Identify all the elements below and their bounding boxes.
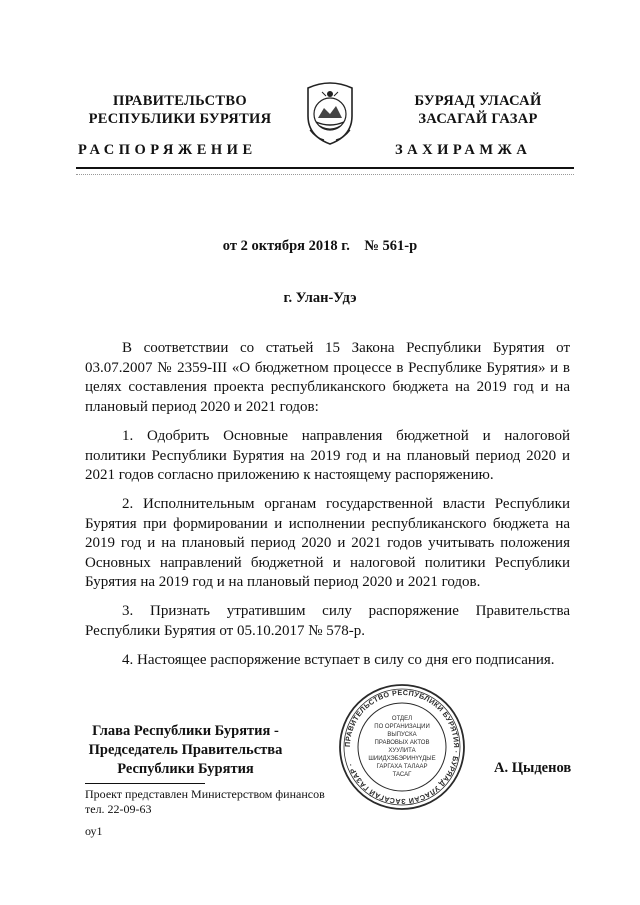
header-dotted-divider bbox=[76, 174, 574, 175]
footer-code: оу1 bbox=[85, 824, 103, 838]
signatory-title-line2: Председатель Правительства bbox=[88, 742, 283, 758]
seal-inner-line2: ПО ОРГАНИЗАЦИИ bbox=[374, 724, 430, 730]
body-paragraph-1: 1. Одобрить Основные направления бюджетной и налоговой политики Республики Бурятия на 2019 год и на плановый период 2020 и 2021 годов согласно приложению к настоящему распоряжению. bbox=[85, 428, 570, 483]
header-right-line2: ЗАСАГАЙ ГАЗАР bbox=[418, 111, 538, 127]
document-city: г. Улан-Удэ bbox=[283, 290, 357, 306]
seal-inner-line8: ТАСАГ bbox=[392, 772, 412, 778]
signatory-title-line3: Республики Бурятия bbox=[117, 761, 254, 777]
seal-inner-line3: ВЫПУСКА bbox=[387, 732, 417, 738]
seal-inner-line7: ГАРГАХА ТАЛААР bbox=[376, 764, 428, 770]
doc-type-left: РАСПОРЯЖЕНИЕ bbox=[78, 142, 257, 158]
header-divider bbox=[76, 167, 574, 169]
signatory-title bbox=[78, 722, 293, 779]
header-left-line2: РЕСПУБЛИКИ БУРЯТИЯ bbox=[88, 111, 272, 127]
body-paragraph-4: 4. Настоящее распоряжение вступает в силу со дня его подписания. bbox=[122, 652, 555, 668]
header-left-line1: ПРАВИТЕЛЬСТВО bbox=[113, 93, 247, 109]
body-paragraph-intro: В соответствии со статьей 15 Закона Республики Бурятия от 03.07.2007 № 2359-III «О бюджетном процессе в Республике Бурятия» и в целях составления проекта республиканского бюджета на 2019 год и на плановый период 2020 и 2021 годов: bbox=[85, 340, 570, 415]
coat-of-arms-icon bbox=[300, 80, 360, 146]
footer-divider bbox=[85, 783, 205, 784]
document-date-number: от 2 октября 2018 г. № 561-р bbox=[222, 238, 418, 254]
signatory-title-line1: Глава Республики Бурятия - bbox=[92, 723, 279, 739]
seal-inner-line4: ПРАВОВЫХ АКТОВ bbox=[374, 740, 430, 746]
doc-type-right: ЗАХИРАМЖА bbox=[395, 142, 532, 158]
footer-phone: тел. 22-09-63 bbox=[85, 802, 152, 816]
seal-inner-line5: ХУУЛИТА bbox=[388, 748, 416, 754]
body-paragraph-2: 2. Исполнительным органам государственной власти Республики Бурятия при формировании и исполнении республиканского бюджета на 2019 год и на плановый период 2020 и 2021 годов учитывать положения Основных направлений бюджетной и налоговой политики Республики Бурятия на 2019 год и на плановый период 2020 и 2021 годов. bbox=[85, 496, 570, 590]
header-right-block bbox=[378, 92, 578, 128]
seal-ring-text: ПРАВИТЕЛЬСТВО РЕСПУБЛИКИ БУРЯТИЯ · БУРЯАД УЛАСАЙ ЗАСАГАЙ ГАЗАР · bbox=[342, 687, 462, 807]
body-paragraph-3: 3. Признать утратившим силу распоряжение Правительства Республики Бурятия от 05.10.2017 № 578-р. bbox=[85, 603, 570, 639]
signatory-name: А. Цыденов bbox=[494, 760, 572, 776]
seal-inner-line1: ОТДЕЛ bbox=[391, 716, 413, 722]
footer-project-note: Проект представлен Министерством финансов bbox=[85, 787, 325, 801]
header-left-block bbox=[75, 92, 285, 128]
svg-text:ПРАВИТЕЛЬСТВО РЕСПУБЛИКИ БУРЯТ bbox=[343, 688, 461, 806]
seal-inner-line6: ШИИДХЭБЭРИНҮҮДЫЕ bbox=[368, 756, 436, 762]
official-seal-icon bbox=[338, 683, 466, 811]
header-right-line1: БУРЯАД УЛАСАЙ bbox=[414, 93, 542, 109]
